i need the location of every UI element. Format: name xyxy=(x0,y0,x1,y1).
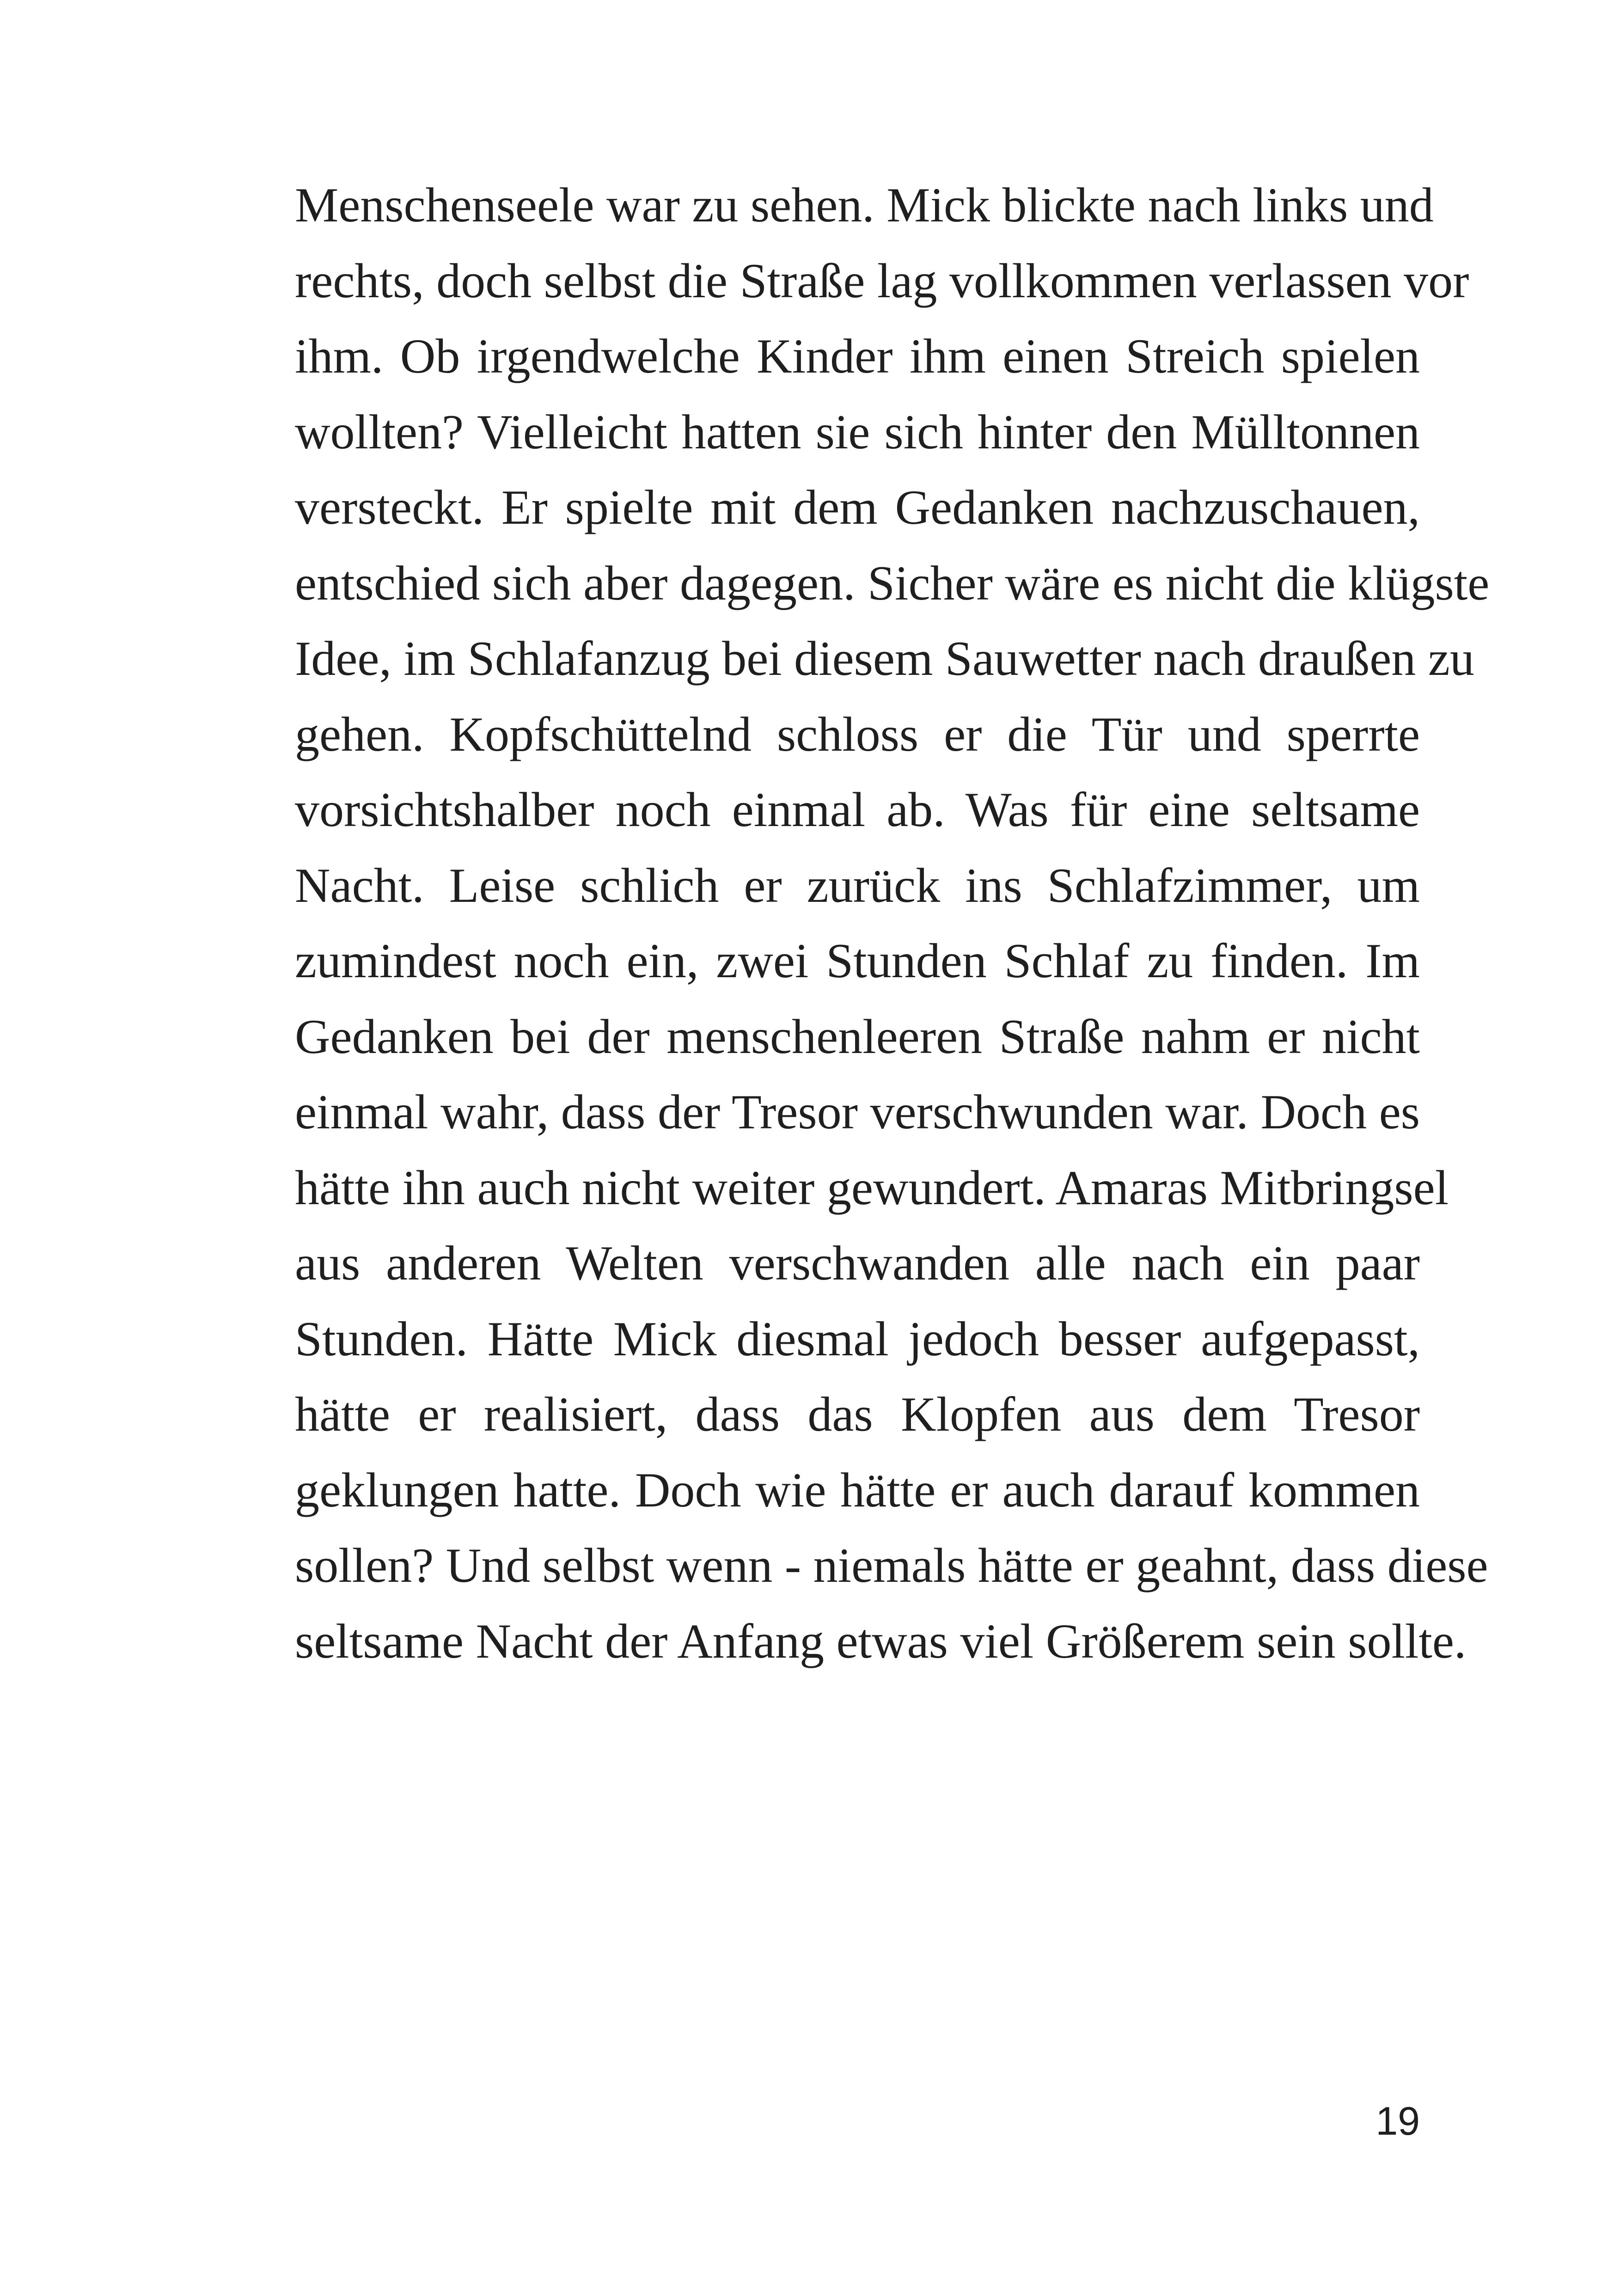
text-line: Menschenseele war zu sehen. Mick blickte nach links und xyxy=(295,178,1434,232)
text-line: ihm. Ob irgendwelche Kinder ihm einen Streich spielen xyxy=(295,329,1420,383)
text-line: geklungen hatte. Doch wie hätte er auch darauf kommen xyxy=(295,1463,1420,1517)
text-line: Nacht. Leise schlich er zurück ins Schlafzimmer, um xyxy=(295,858,1420,912)
text-line: hätte er realisiert, dass das Klopfen aus dem Tresor xyxy=(295,1387,1420,1441)
text-line: gehen. Kopfschüttelnd schloss er die Tür und sperrte xyxy=(295,707,1420,761)
text-line: sollen? Und selbst wenn - niemals hätte er geahnt, dass diese xyxy=(295,1538,1488,1592)
text-line: entschied sich aber dagegen. Sicher wäre es nicht die klügste xyxy=(295,556,1490,610)
text-line: vorsichtshalber noch einmal ab. Was für eine seltsame xyxy=(295,783,1420,837)
text-line: versteckt. Er spielte mit dem Gedanken nachzuschauen, xyxy=(295,480,1420,534)
text-line: seltsame Nacht der Anfang etwas viel Größerem sein sollte. xyxy=(295,1614,1467,1668)
text-line: Idee, im Schlafanzug bei diesem Sauwetter nach draußen zu xyxy=(295,631,1474,686)
text-line: einmal wahr, dass der Tresor verschwunden war. Doch es xyxy=(295,1085,1420,1139)
text-line: hätte ihn auch nicht weiter gewundert. Amaras Mitbringsel xyxy=(295,1160,1449,1215)
text-line: Gedanken bei der menschenleeren Straße nahm er nicht xyxy=(295,1009,1420,1064)
text-line: aus anderen Welten verschwanden alle nach ein paar xyxy=(295,1236,1420,1290)
text-line: zumindest noch ein, zwei Stunden Schlaf zu finden. Im xyxy=(295,934,1420,988)
page-number: 19 xyxy=(1376,2099,1420,2143)
text-line: rechts, doch selbst die Straße lag vollkommen verlassen vor xyxy=(295,253,1469,308)
text-line: wollten? Vielleicht hatten sie sich hinter den Mülltonnen xyxy=(295,404,1420,459)
body-text xyxy=(295,167,1490,1679)
text-line: Stunden. Hätte Mick diesmal jedoch besser aufgepasst, xyxy=(295,1311,1420,1366)
